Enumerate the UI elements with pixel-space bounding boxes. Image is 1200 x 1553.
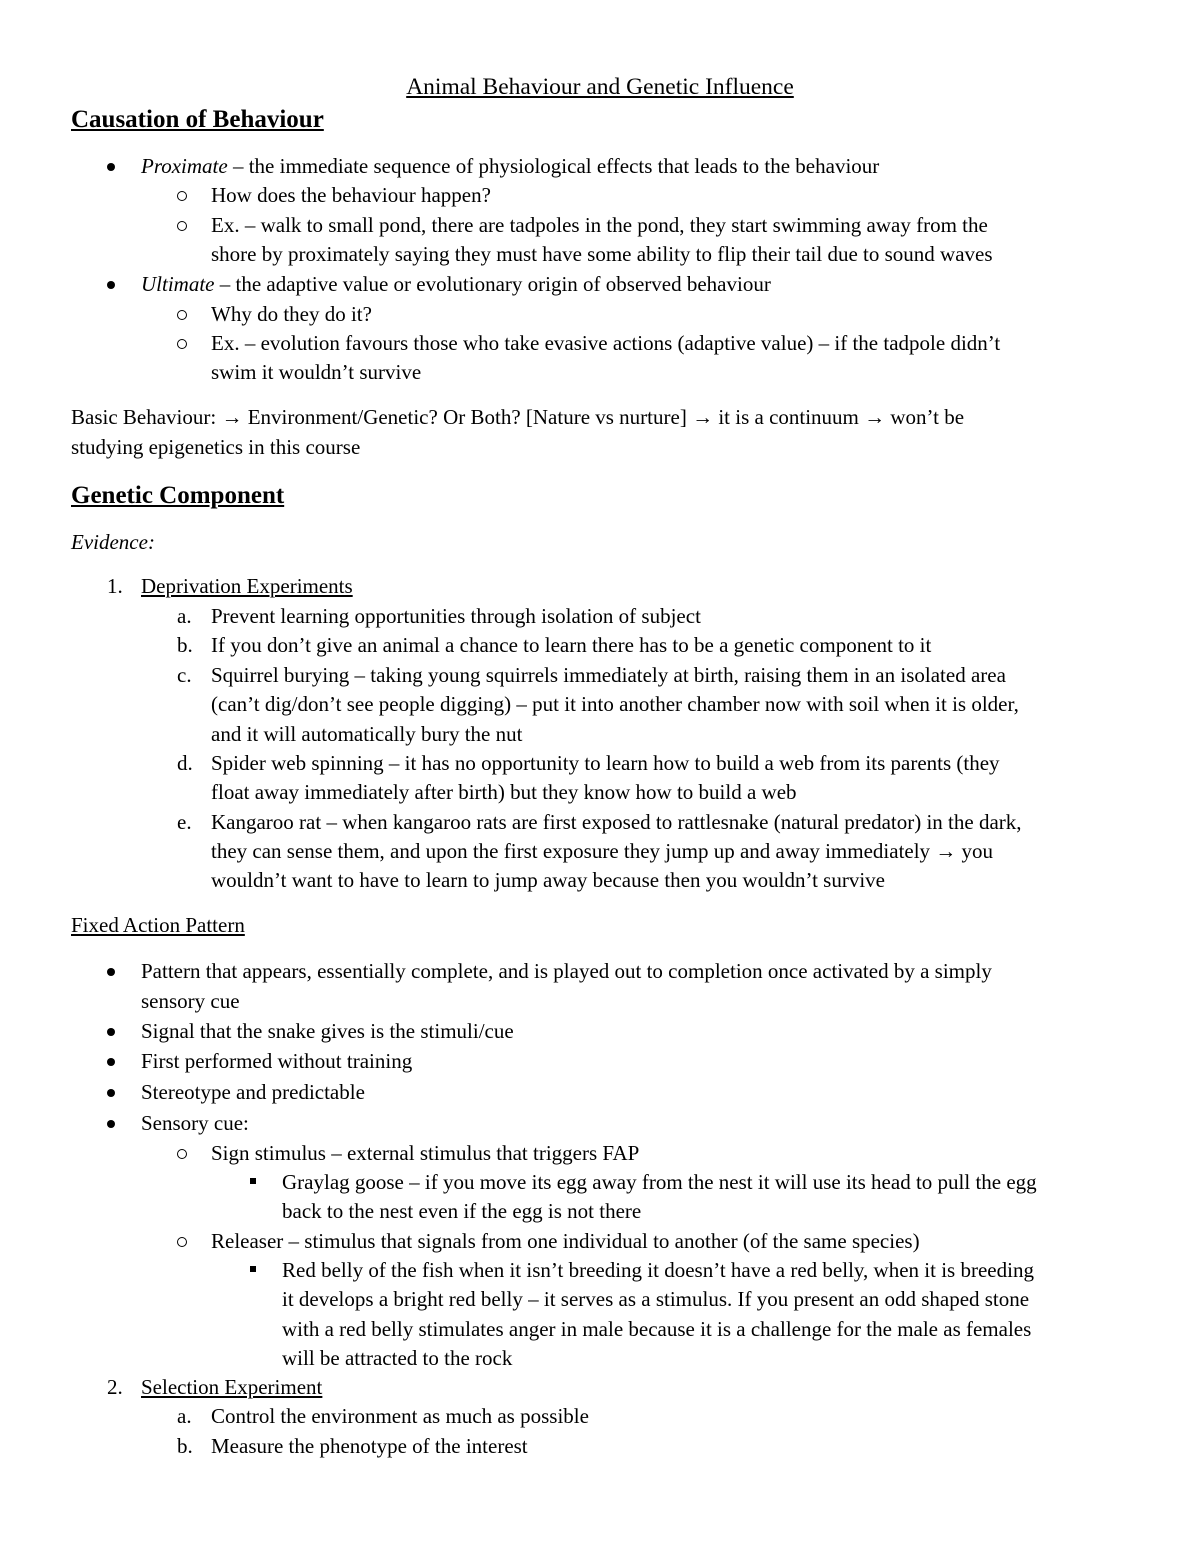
list-letter: d. xyxy=(177,751,193,775)
deprivation-item-c-line-2: (can’t dig/don’t see people digging) – put it into another chamber now with soil when it is older, xyxy=(211,692,1019,716)
proximate-sub-2-line-2: shore by proximately saying they must have some ability to flip their tail due to sound waves xyxy=(211,242,993,266)
deprivation-item-e-line-1: Kangaroo rat – when kangaroo rats are first exposed to rattlesnake (natural predator) in the dark, xyxy=(211,810,1022,834)
list-number: 2. xyxy=(107,1375,123,1399)
fap-bullet-4: Stereotype and predictable xyxy=(141,1080,365,1104)
bullet-icon xyxy=(105,1047,117,1077)
deprivation-item-e-line-3: wouldn’t want to have to learn to jump away because then you wouldn’t survive xyxy=(211,868,885,892)
deprivation-item-c-line-3: and it will automatically bury the nut xyxy=(211,722,523,746)
deprivation-item-e-line-2: they can sense them, and upon the first exposure they jump up and away immediately → you xyxy=(211,839,994,863)
sign-stimulus: Sign stimulus – external stimulus that triggers FAP xyxy=(211,1141,640,1165)
list-letter: a. xyxy=(177,604,192,628)
proximate-sub-1: How does the behaviour happen? xyxy=(211,183,491,207)
circle-bullet-icon xyxy=(175,1139,189,1169)
circle-bullet-icon xyxy=(175,211,189,241)
list-letter: b. xyxy=(177,633,193,657)
red-belly-line-1: Red belly of the fish when it isn’t breeding it doesn’t have a red belly, when it is breeding xyxy=(282,1258,1034,1282)
list-letter: b. xyxy=(177,1434,193,1458)
red-belly-line-3: with a red belly stimulates anger in male because it is a challenge for the male as females xyxy=(282,1317,1032,1341)
ultimate-sub-2-line-1: Ex. – evolution favours those who take evasive actions (adaptive value) – if the tadpole didn’t xyxy=(211,331,1001,355)
red-belly-line-4: will be attracted to the rock xyxy=(282,1346,513,1370)
ultimate-item xyxy=(141,270,771,300)
selection-item-a: Control the environment as much as possible xyxy=(211,1404,589,1428)
fap-bullet-5: Sensory cue: xyxy=(141,1111,249,1135)
fap-bullet-3: First performed without training xyxy=(141,1049,413,1073)
proximate-term: Proximate xyxy=(141,154,228,178)
fap-bullet-1-line-1: Pattern that appears, essentially complete, and is played out to completion once activated by a simply xyxy=(141,959,992,983)
proximate-definition: – the immediate sequence of physiological effects that leads to the behaviour xyxy=(227,154,880,178)
releaser: Releaser – stimulus that signals from one individual to another (of the same species) xyxy=(211,1229,920,1253)
ultimate-sub-1: Why do they do it? xyxy=(211,302,372,326)
basic-behaviour-line-2: studying epigenetics in this course xyxy=(71,435,361,459)
ultimate-term: Ultimate xyxy=(141,272,215,296)
deprivation-title: Deprivation Experiments xyxy=(141,574,353,598)
deprivation-item-b: If you don’t give an animal a chance to learn there has to be a genetic component to it xyxy=(211,633,932,657)
basic-behaviour-line-1: Basic Behaviour: → Environment/Genetic? Or Both? [Nature vs nurture] → it is a continuum → won’t be xyxy=(71,405,965,429)
bullet-icon xyxy=(105,1109,117,1139)
bullet-icon xyxy=(105,957,117,987)
circle-bullet-icon xyxy=(175,329,189,359)
bullet-icon xyxy=(105,1017,117,1047)
heading-causation: Causation of Behaviour xyxy=(71,106,324,133)
ultimate-sub-2-line-2: swim it wouldn’t survive xyxy=(211,360,422,384)
circle-bullet-icon xyxy=(175,1227,189,1257)
list-letter: a. xyxy=(177,1404,192,1428)
graylag-line-1: Graylag goose – if you move its egg away from the nest it will use its head to pull the egg xyxy=(282,1170,1037,1194)
deprivation-item-d-line-1: Spider web spinning – it has no opportunity to learn how to build a web from its parents (they xyxy=(211,751,1000,775)
fap-bullet-2: Signal that the snake gives is the stimuli/cue xyxy=(141,1019,514,1043)
graylag-line-2: back to the nest even if the egg is not there xyxy=(282,1199,642,1223)
bullet-icon xyxy=(105,270,117,300)
selection-title: Selection Experiment xyxy=(141,1375,323,1399)
deprivation-item-c-line-1: Squirrel burying – taking young squirrels immediately at birth, raising them in an isolated area xyxy=(211,663,1006,687)
square-bullet-icon xyxy=(249,1256,259,1286)
red-belly-line-2: it develops a bright red belly – it serves as a stimulus. If you present an odd shaped stone xyxy=(282,1287,1030,1311)
fap-bullet-1-line-2: sensory cue xyxy=(141,989,240,1013)
evidence-label: Evidence: xyxy=(71,530,155,554)
selection-item-b: Measure the phenotype of the interest xyxy=(211,1434,528,1458)
ultimate-definition: – the adaptive value or evolutionary origin of observed behaviour xyxy=(214,272,771,296)
deprivation-item-a: Prevent learning opportunities through isolation of subject xyxy=(211,604,701,628)
square-bullet-icon xyxy=(249,1168,259,1198)
list-number: 1. xyxy=(107,574,123,598)
list-letter: c. xyxy=(177,663,192,687)
proximate-item xyxy=(141,152,879,182)
bullet-icon xyxy=(105,152,117,182)
circle-bullet-icon xyxy=(175,300,189,330)
deprivation-item-d-line-2: float away immediately after birth) but they know how to build a web xyxy=(211,780,797,804)
circle-bullet-icon xyxy=(175,181,189,211)
heading-genetic-component: Genetic Component xyxy=(71,482,285,509)
document-title: Animal Behaviour and Genetic Influence xyxy=(406,74,794,100)
proximate-sub-2-line-1: Ex. – walk to small pond, there are tadpoles in the pond, they start swimming away from the xyxy=(211,213,988,237)
list-letter: e. xyxy=(177,810,192,834)
bullet-icon xyxy=(105,1078,117,1108)
fixed-action-pattern-title: Fixed Action Pattern xyxy=(71,913,245,937)
